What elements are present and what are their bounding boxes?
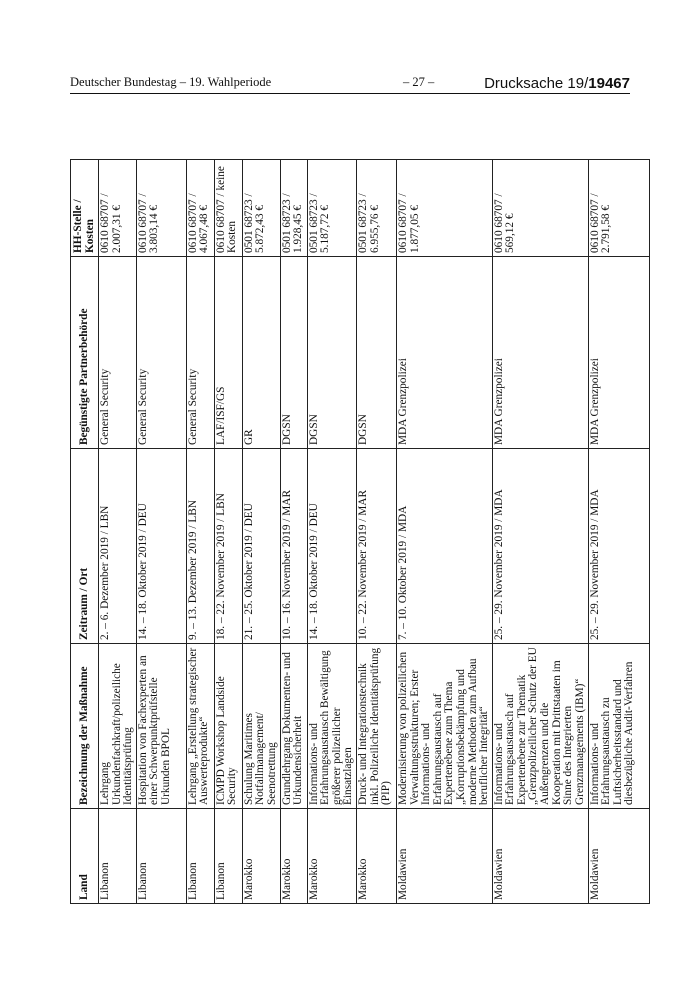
cell-partnerbehoerde: General Security — [99, 257, 137, 449]
table-row — [280, 160, 307, 904]
cell-bezeichnung: Informations- und Erfahrungsaustausch auf Expertenebene zur Thematik „Grenzpolizeilicher Schutz der EU Außengrenzen und die Kooperation mit Drittstaaten im Sinne des Integrierten Grenzmanagements (IBM)“ — [492, 644, 588, 809]
cell-hh-stelle: 0501 68723 / 1.928,45 € — [280, 160, 307, 257]
cell-zeitraum: 21. – 25. Oktober 2019 / DEU — [242, 449, 280, 644]
table-header-row — [71, 160, 99, 904]
cell-bezeichnung: Modernisierung von polizeilichen Verwaltungsstrukturen; Erster Informations- und Erfahrungsaustausch auf Expertenebene zum Thema „Korruptionsbekämpfung und moderne Methoden zum Aufbau beruflicher Integrität“ — [396, 644, 492, 809]
cell-zeitraum: 7. – 10. Oktober 2019 / MDA — [396, 449, 492, 644]
cell-hh-stelle: 0610 68707 / 1.877,05 € — [396, 160, 492, 257]
cell-land: Libanon — [136, 809, 186, 904]
cell-bezeichnung: Lehrgang „Erstellung strategischer Auswerteprodukte“ — [186, 644, 214, 809]
header-rule — [70, 93, 630, 94]
cell-land: Libanon — [186, 809, 214, 904]
cell-hh-stelle: 0610 68707 / 2.791,58 € — [588, 160, 649, 257]
cell-hh-stelle: 0610 68707 / 569,12 € — [492, 160, 588, 257]
cell-zeitraum: 25. – 29. November 2019 / MDA — [588, 449, 649, 644]
cell-hh-stelle: 0610 68707 / keine Kosten — [214, 160, 242, 257]
table-row — [588, 160, 649, 904]
rotated-table-container — [70, 160, 636, 904]
cell-zeitraum: 9. – 13. Dezember 2019 / LBN — [186, 449, 214, 644]
cell-partnerbehoerde: MDA Grenzpolizei — [492, 257, 588, 449]
table-row — [186, 160, 214, 904]
cell-zeitraum: 18. – 22. November 2019 / LBN — [214, 449, 242, 644]
document-number-bold: 19467 — [588, 75, 630, 92]
cell-partnerbehoerde: DGSN — [280, 257, 307, 449]
cell-hh-stelle: 0610 68707 / 3.803,14 € — [136, 160, 186, 257]
cell-bezeichnung: ICMPD Workshop Landside Security — [214, 644, 242, 809]
column-header-bezeichnung: Bezeichnung der Maßnahme — [71, 644, 99, 809]
cell-partnerbehoerde: MDA Grenzpolizei — [396, 257, 492, 449]
cell-bezeichnung: Druck- und Integrationstechnik inkl. Polizeiliche Identitätsprüfung (PIP) — [356, 644, 396, 809]
cell-zeitraum: 10. – 16. November 2019 / MAR — [280, 449, 307, 644]
table-row — [396, 160, 492, 904]
cell-land: Moldawien — [588, 809, 649, 904]
cell-zeitraum: 2. – 6. Dezember 2019 / LBN — [99, 449, 137, 644]
cell-zeitraum: 14. – 18. Oktober 2019 / DEU — [307, 449, 356, 644]
cell-land: Marokko — [307, 809, 356, 904]
cell-bezeichnung: Informations- und Erfahrungsaustausch Bewältigung größerer polizeilicher Einsatzlagen — [307, 644, 356, 809]
cell-hh-stelle: 0501 68723 / 6.955,76 € — [356, 160, 396, 257]
cell-zeitraum: 14. – 18. Oktober 2019 / DEU — [136, 449, 186, 644]
table-row — [214, 160, 242, 904]
document-number-prefix: Drucksache 19/ — [484, 75, 589, 92]
cell-land: Marokko — [280, 809, 307, 904]
table-row — [492, 160, 588, 904]
measures-table — [70, 159, 650, 904]
cell-zeitraum: 25. – 29. November 2019 / MDA — [492, 449, 588, 644]
cell-partnerbehoerde: GR — [242, 257, 280, 449]
cell-land: Marokko — [242, 809, 280, 904]
cell-hh-stelle: 0610 68707 / 2.007,31 € — [99, 160, 137, 257]
cell-partnerbehoerde: DGSN — [307, 257, 356, 449]
table-row — [136, 160, 186, 904]
cell-bezeichnung: Grundlehrgang Dokumenten- und Urkundensicherheit — [280, 644, 307, 809]
column-header-land: Land — [71, 809, 99, 904]
cell-partnerbehoerde: DGSN — [356, 257, 396, 449]
header-publication: Deutscher Bundestag – 19. Wahlperiode — [70, 75, 272, 89]
cell-partnerbehoerde: General Security — [186, 257, 214, 449]
cell-land: Marokko — [356, 809, 396, 904]
cell-partnerbehoerde: LAF/ISF/GS — [214, 257, 242, 449]
cell-bezeichnung: Hospitation von Fachexperten an einer Schwerpunktprüfstelle Urkunden BPOL — [136, 644, 186, 809]
cell-hh-stelle: 0501 68723 / 5.187,72 € — [307, 160, 356, 257]
table-row — [307, 160, 356, 904]
column-header-zeitraum: Zeitraum / Ort — [71, 449, 99, 644]
cell-partnerbehoerde: General Security — [136, 257, 186, 449]
cell-hh-stelle: 0610 68707 / 4.067,48 € — [186, 160, 214, 257]
cell-partnerbehoerde: MDA Grenzpolizei — [588, 257, 649, 449]
column-header-partnerbehoerde: Begünstigte Partnerbehörde — [71, 257, 99, 449]
page-header — [70, 70, 630, 94]
cell-land: Moldawien — [492, 809, 588, 904]
page-number: – 27 – — [403, 75, 435, 89]
table-row — [242, 160, 280, 904]
cell-zeitraum: 10. – 22. November 2019 / MAR — [356, 449, 396, 644]
cell-hh-stelle: 0501 68723 / 5.872,43 € — [242, 160, 280, 257]
document-number — [484, 75, 630, 92]
cell-bezeichnung: Informations- und Erfahrungsaustausch zu Luftsicherheitsstandard und diesbezügliche Audit-Verfahren — [588, 644, 649, 809]
table-row — [356, 160, 396, 904]
column-header-hh-stelle: HH-Stelle / Kosten — [71, 160, 99, 257]
cell-land: Libanon — [99, 809, 137, 904]
table-row — [99, 160, 137, 904]
cell-land: Moldawien — [396, 809, 492, 904]
cell-bezeichnung: Schulung Maritimes Notfallmanagement/ Seenotrettung — [242, 644, 280, 809]
cell-land: Libanon — [214, 809, 242, 904]
cell-bezeichnung: Lehrgang Urkundenfachkraft/polizeiliche Identitätsprüfung — [99, 644, 137, 809]
